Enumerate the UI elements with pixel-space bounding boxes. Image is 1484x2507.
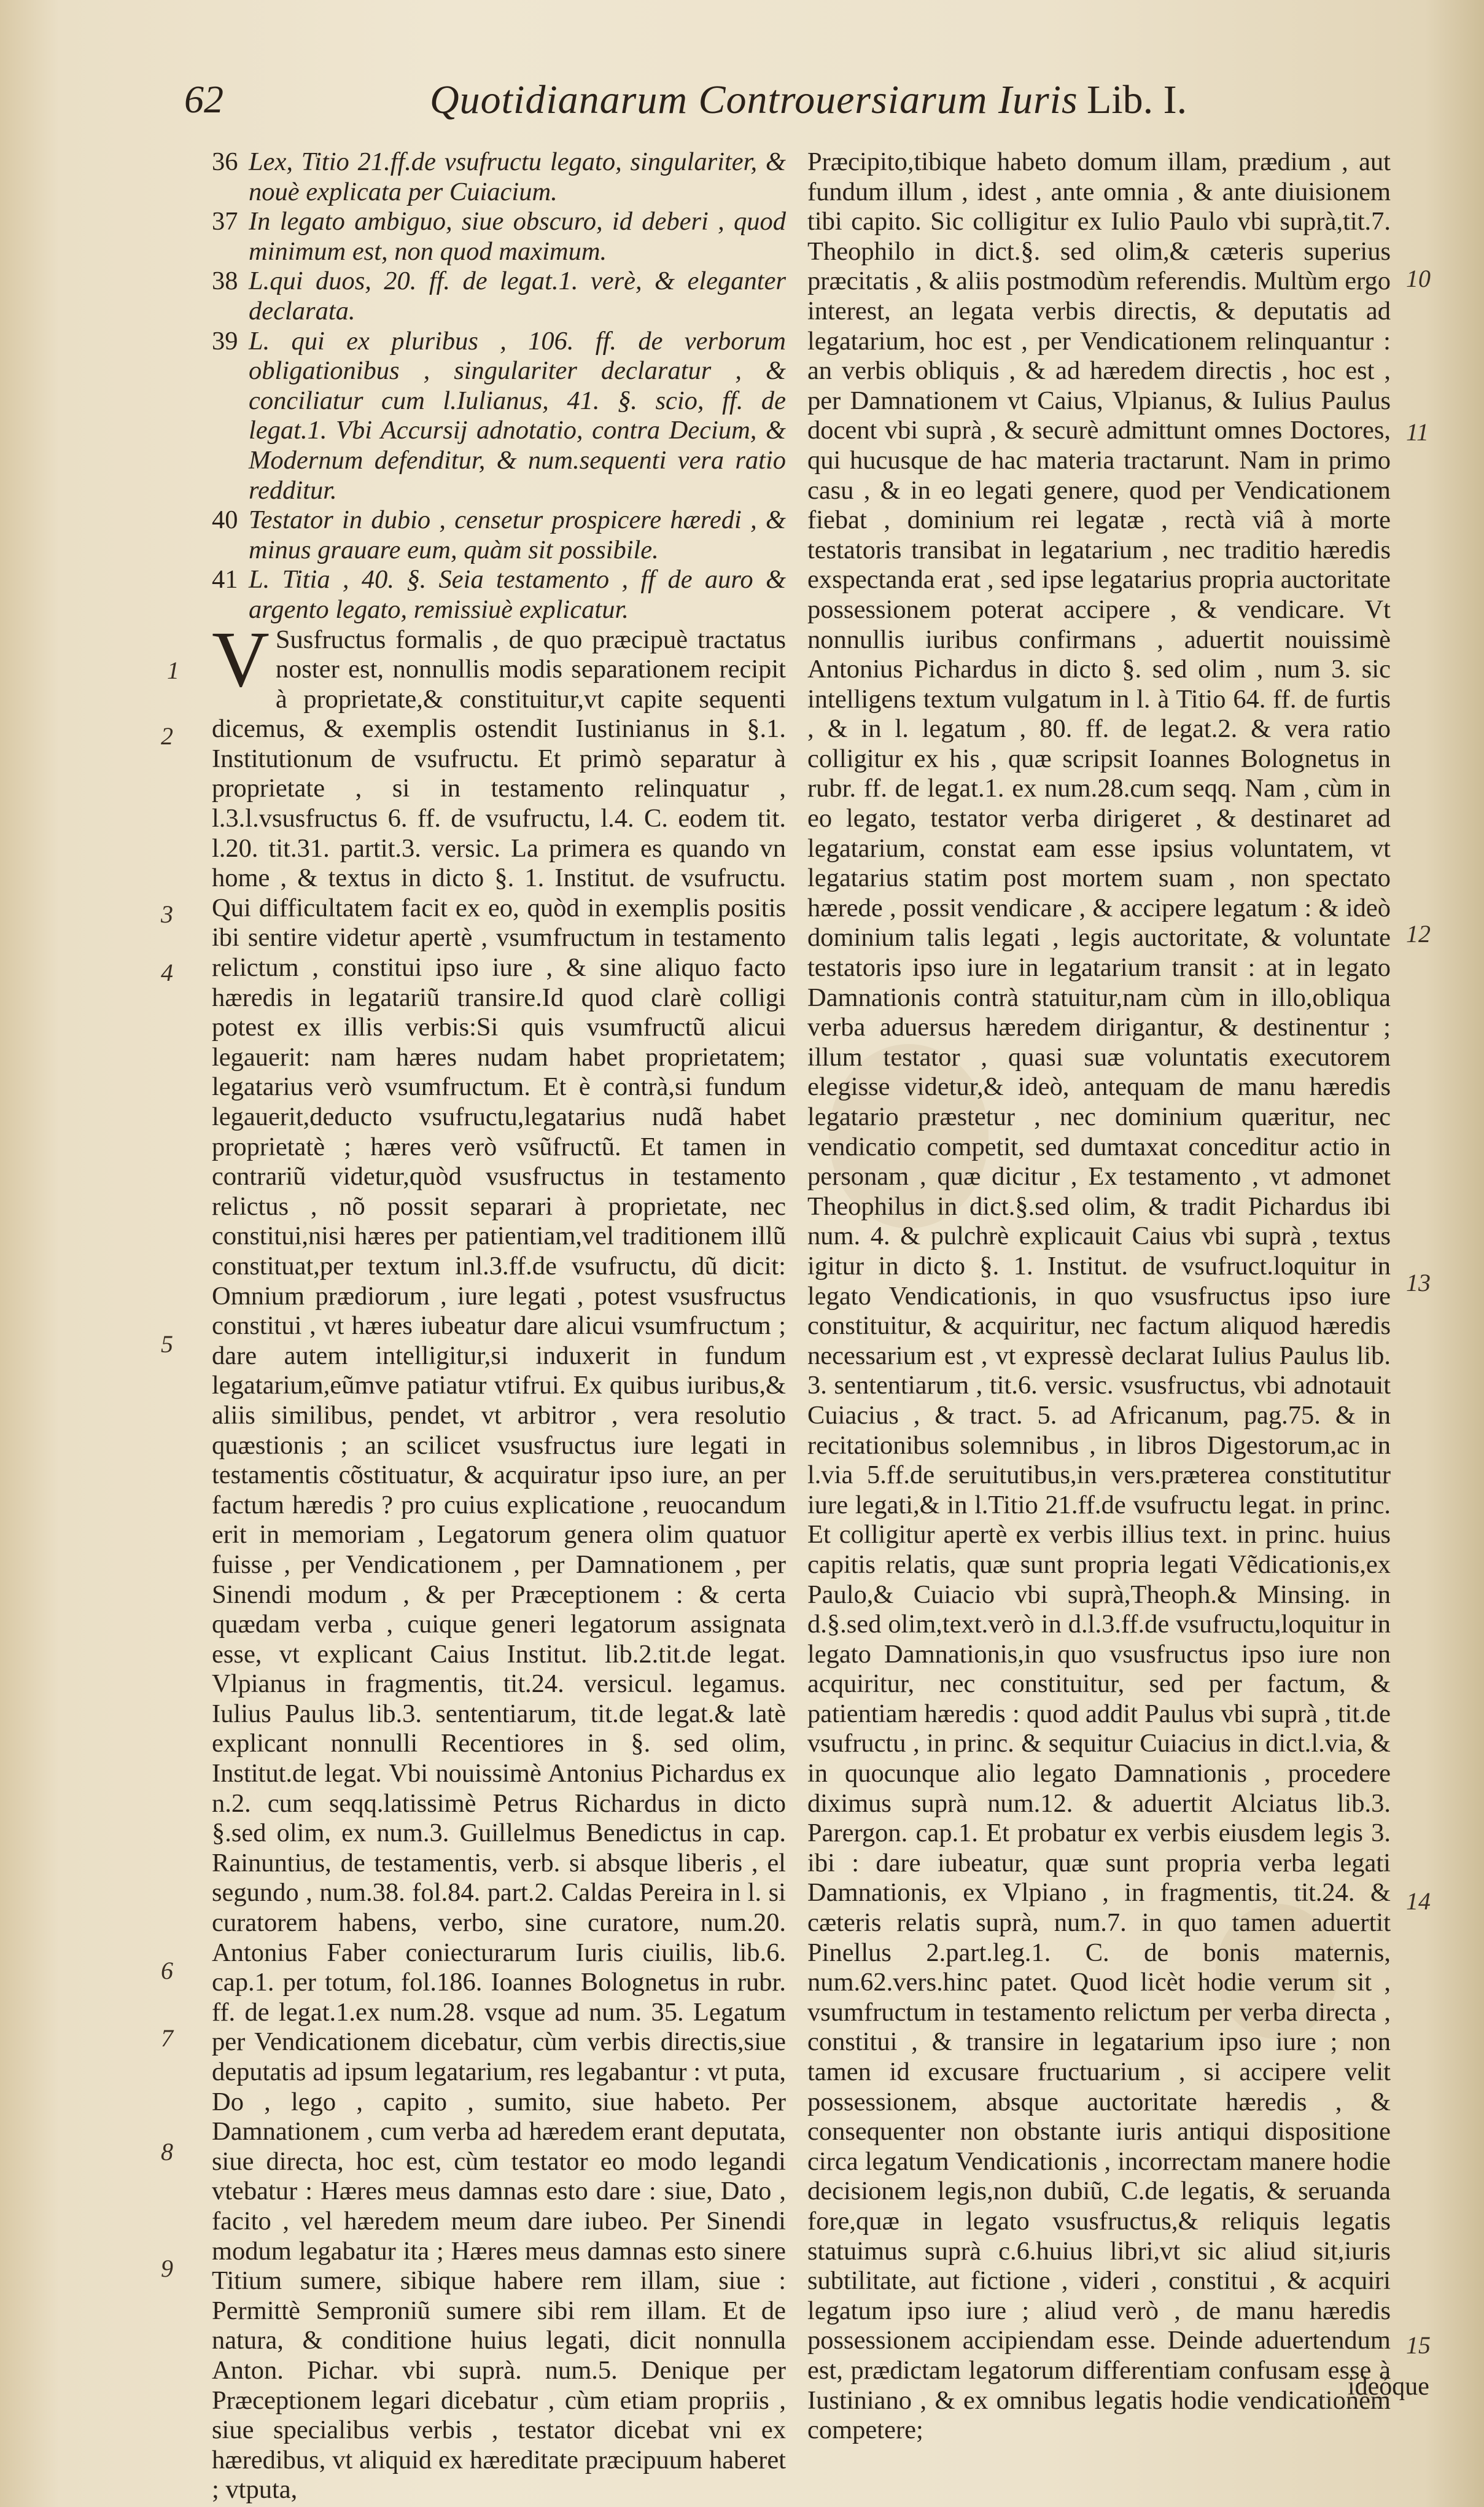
summary-item: 40 Testator in dubio , censetur prospicere hæredi , & minus grauare eum, quàm sit possibile. — [212, 505, 786, 564]
book-label: Lib. I. — [1087, 77, 1187, 122]
margin-number: 11 — [1406, 418, 1429, 446]
margin-number: 4 — [161, 959, 173, 986]
summary-item: 36 Lex, Titio 21.ff.de vsufructu legato, singulariter, & nouè explicata per Cuiacium. — [212, 147, 786, 206]
summary-item: 41 L. Titia , 40. §. Seia testamento , ff de auro & argento legato, remissiuè explicatur. — [212, 565, 786, 624]
chapter-summaries — [212, 147, 786, 625]
summary-item: 37 In legato ambiguo, siue obscuro, id deberi , quod minimum est, non quod maximum. — [212, 207, 786, 266]
margin-number: 12 — [1406, 920, 1431, 948]
left-body-text: V Susfructus formalis , de quo præcipuè tractatus noster est, nonnullis modis separationem recipit à proprietate,& constituitur,vt capite sequenti dicemus, & exemplis ostendit Iustinianus in §.1. Institutionum de vsufructu. Et primò separatur à proprietate , si in testamento relinquatur , l.3.l.vsusfructus 6. ff. de vsufructu, l.4. C. eodem tit. l.20. tit.31. partit.3. versic. La primera es quando vn home , & textus in dicto §. 1. Institut. de vsufructu. Qui difficultatem facit ex eo, quòd in exemplis positis ibi sentire videtur apertè , vsumfructum in testamento relictum , constitui ipso iure , & sine aliquo facto hæredis in legatariũ transire.Id quod clarè colligi potest ex illis verbis:Si quis vsumfructũ alicui legauerit: nam hæres nudam habet proprietatem; legatarius verò vsumfructum. Et è contrà,si fundum legauerit,deducto vsufructu,legatarius nudã habet proprietatè ; hæres verò vsũfructũ. Et tamen in contrariũ videtur,quòd vsusfructus in testamento relictus , nõ possit separari à proprietate, nec constitui,nisi hæres per patientiam,vel traditionem illũ constituat,per textum inl.3.ff.de vsufructu, dũ dicit: Omnium prædiorum , iure legati , potest vsusfructus constitui , vt hæres iubeatur dare alicui vsumfructum ; dare autem intelligitur,si induxerit in fundum legatarium,eũmve patiatur vtifrui. Ex quibus iuribus,& aliis similibus, pendet, vt arbitror , vera resolutio quæstionis ; an scilicet vsusfructus iure legati in testamentis cõstituatur, & acquiratur ipso iure, an per factum hæredis ? pro cuius explicatione , reuocandum erit in memoriam , Legatorum genera olim quatuor fuisse , per Vendicationem , per Damnationem , per Sinendi modum , & per Præceptionem : & certa quædam verba , cuique generi legatorum assignata esse, vt explicant Caius Institut. lib.2.tit.de legat. Vlpianus in fragmentis, tit.24. versicul. legamus. Iulius Paulus lib.3. sententiarum, tit.de legat.& latè explicant nonnulli Recentiores in §. sed olim, Institut.de legat. Vbi nouissimè Antonius Pichardus ex n.2. cum seqq.latissimè Petrus Richardus in dicto §.sed olim, ex num.3. Guillelmus Benedictus in cap. Rainuntius, de testamentis, verb. si absque liberis , el segundo , num.38. fol.84. part.2. Caldas Pereira in l. si curatorem habens, verbo, sine curatore, num.20. Antonius Faber coniecturarum Iuris ciuilis, lib.6. cap.1. per totum, fol.186. Ioannes Bolognetus in rubr. ff. de legat.1.ex num.28. vsque ad num. 35. Legatum per Vendicationem dicebatur, cùm verbis directis,siue deputatis ad ipsum legatarium, res legabantur : vt puta, Do , lego , capito , sumito, siue habeto. Per Damnationem , cum verba ad hæredem erant deputata, siue directa, hoc est, cùm testator eo modo legandi vtebatur : Hæres meus damnas esto dare : siue, Dato , facito , vel hæredem meum dare iubeo. Per Sinendi modum legabatur ita ; Hæres meus damnas esto sinere Titium sumere, sibique habere rem illam, siue : Permittè Semproniũ sumere sibi rem illam. Et de natura, & conditione huius legati, dicit nonnulla Anton. Pichar. vbi suprà. num.5. Denique per Præceptionem legari dicebatur , cùm etiam propriis , siue specialibus verbis , testator dicebat vni ex hæredibus, vt aliquid ex hæreditate præcipuum haberet ; vtputa, — [212, 615, 786, 2505]
left-column — [212, 147, 786, 2505]
summary-item: 39 L. qui ex pluribus , 106. ff. de verborum obligationibus , singulariter declaratur , & conciliatur cum l.Iulianus, 41. §. scio, ff. de legat.1. Vbi Accursij adnotatio, contra Decium, & Modernum defenditur, & num.sequenti vera ratio redditur. — [212, 326, 786, 505]
catchword: ideóque — [1348, 2372, 1429, 2401]
margin-number: 15 — [1406, 2331, 1431, 2359]
summary-item: 38 L.qui duos, 20. ff. de legat.1. verè, & eleganter declarata. — [212, 267, 786, 326]
margin-number: 13 — [1406, 1269, 1431, 1296]
right-body-text: Præcipito,tibique habeto domum illam, prædium , aut fundum illum , idest , ante omnia , & ante diuisionem tibi capito. Sic colligitur ex Iulio Paulo vbi suprà,tit.7. Theophilo in dict.§. sed olim,& cæteris superius præcitatis , & aliis postmodùm referendis. Multùm ergo interest, an legata verbis directis, & deputatis ad legatarium, hoc est , per Vendicationem relinquantur : an verbis obliquis , & ad hæredem directis , hoc est , per Damnationem vt Caius, Vlpianus, & Iulius Paulus docent vbi suprà , & securè admittunt omnes Doctores, qui hucusque de hac materia tractarunt. Nam in primo casu , & in eo legati genere, quod per Vendicationem fiebat , dominium rei legatæ , rectà viâ à morte testatoris transibat in legatarium , nec traditio hæredis exspectanda erat , sed ipse legatarius propria auctoritate possessionem poterat accipere , & vendicare. Vt nonnullis iuribus confirmans , aduertit nouissimè Antonius Pichardus in dicto §. sed olim , num 3. sic intelligens textum vulgatum in l. à Titio 64. ff. de furtis , & in l. legatum , 80. ff. de legat.2. & vera ratio colligitur ex his , quæ scripsit Ioannes Bolognetus in rubr. ff. de legat.1. ex num.28.cum seqq. Nam , cùm in eo legato, testator verba dirigeret , & destinaret ad legatarium, constat eam esse ipsius voluntatem, vt legatarius statim post mortem suam , non spectato hærede , possit vendicare , & accipere legatum : & ideò dominium talis legati , legis auctoritate, & voluntate testatoris ipso iure in legatarium transit : at in legato Damnationis contrà statuitur,nam cùm in illo,obliqua verba aduersus hæredem dirigantur, & destinentur ; illum testator , quasi suæ voluntatis executorem elegisse videtur,& ideò, antequam de manu hæredis legatario præstetur , nec dominium quæritur, nec vendicatio competit, sed dumtaxat conceditur actio in personam , quæ dicitur , Ex testamento , vt admonet Theophilus in dict.§.sed olim, & tradit Pichardus ibi num. 4. & pulchrè explicauit Caius vbi suprà , textus igitur in dicto §. 1. Institut. de vsufruct.loquitur in legato Vendicationis, in quo vsusfructus ipso iure constituitur, & acquiritur, nec factum aliquod hæredis necessarium est , vt expressè declarat Iulius Paulus lib. 3. sententiarum , tit.6. versic. vsusfructus, vbi adnotauit Cuiacius , & tract. 5. ad Africanum, pag.75. & in recitationibus solemnibus , in libros Digestorum,ac in l.via 5.ff.de seruitutibus,in vers.præterea constitutitur iure legati,& in l.Titio 21.ff.de vsufructu legat. in princ. Et colligitur apertè ex verbis illius text. in princ. huius capitis relatis, quæ sunt propria legati Vẽdicationis,ex Paulo,& Cuiacio vbi suprà,Theoph.& Minsing. in d.§.sed olim,text.verò in d.l.3.ff.de vsufructu,loquitur in legato Damnationis,in quo vsusfructus ipso iure non acquiritur, nec constituitur, sed per factum, & patientiam hæredis : quod addit Paulus vbi suprà , tit.de vsufructu , in princ. & sequitur Cuiacius in dict.l.via, & in quocunque alio legato Damnationis , procedere diximus suprà num.12. & aduertit Alciatus lib.3. Parergon. cap.1. Et probatur ex verbis eiusdem legis 3. ibi : dare iubeatur, quæ sunt propria verba legati Damnationis, ex Vlpiano , in fragmentis, tit.24. & cæteris relatis suprà, num.7. in quo tamen aduertit Pinellus 2.part.leg.1. C. de bonis maternis, num.62.vers.hinc patet. Quod licèt hodie verum sit , vsumfructum in testamento relictum per verba directa , constitui , & transire in legatarium ipso iure ; non tamen id excusare fructuarium , si accipere velit possessionem, absque auctoritate hæredis , & consequenter non obstante iuris antiqui dispositione circa legatum Vendicationis , incorrectam manere hodie decisionem legis,non dubiũ, C.de legatis, & seruanda fore,quæ in legato vsusfructus,& reliquis legatis statuimus suprà c.6.huius libri,vt sic aliud sit,iuris subtilitate, aut fictione , videri , constitui , & acquiri legatum ipso iure ; aliud verò , de manu hæredis possessionem accipiendam esse. Deinde aduertendum est, prædictam legatorum differentiam confusam esse à Iustiniano , & ex omnibus legatis hodie vendicationem competere; — [807, 147, 1391, 2445]
margin-number: 9 — [161, 2255, 173, 2282]
running-header — [184, 77, 1216, 138]
margin-number: 5 — [161, 1330, 173, 1358]
margin-number: 6 — [161, 1957, 173, 1984]
margin-number: 1 — [167, 657, 179, 684]
running-title: Quotidianarum Controuersiarum Iuris — [430, 77, 1078, 122]
margin-number: 3 — [161, 900, 173, 928]
margin-number: 7 — [161, 2024, 173, 2052]
margin-number: 8 — [161, 2138, 173, 2166]
margin-number: 10 — [1406, 265, 1431, 292]
right-column — [807, 147, 1391, 2446]
page-number: 62 — [184, 77, 223, 121]
margin-number: 14 — [1406, 1887, 1431, 1915]
drop-capital: V — [212, 615, 270, 704]
margin-number: 2 — [161, 722, 173, 750]
